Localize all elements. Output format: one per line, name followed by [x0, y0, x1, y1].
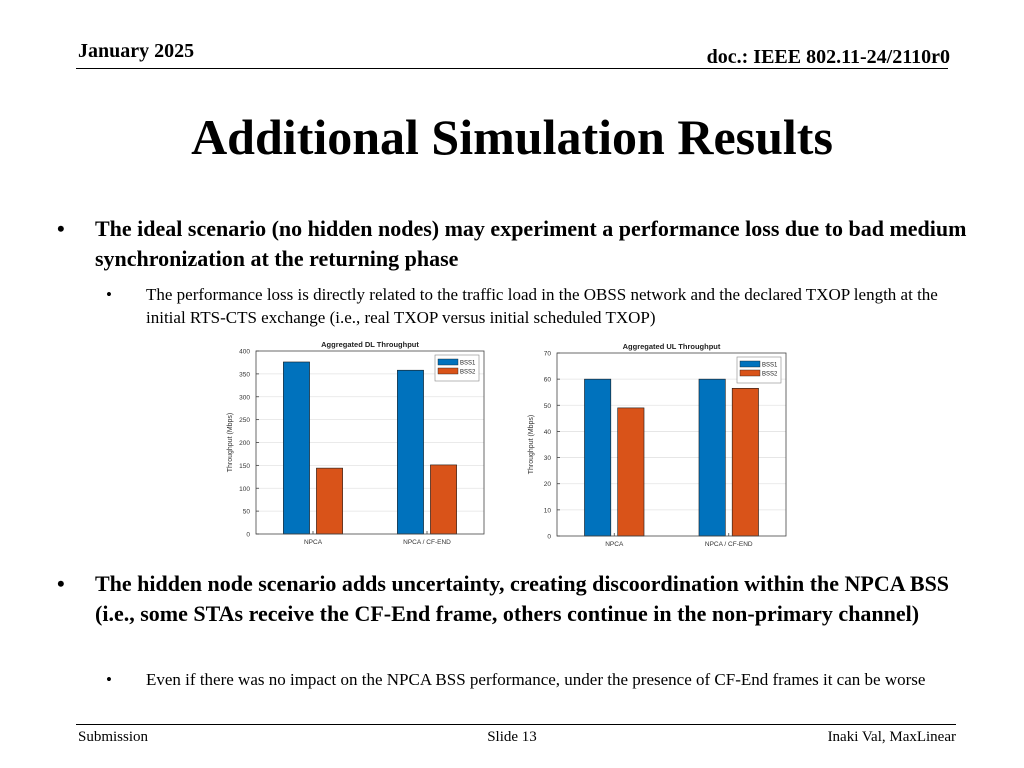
chart-dl-ytick-label: 300: [239, 394, 250, 402]
chart-ul-ytick-label: 40: [543, 428, 551, 436]
sub-bullet-2-marker: •: [106, 670, 112, 689]
chart-ul-legend-swatch-bss2: [740, 370, 760, 376]
chart-ul-bar-bss1-0: [584, 379, 610, 536]
chart-dl-ytick-label: 150: [239, 462, 250, 470]
chart-dl-xtick-label: NPCA: [303, 539, 323, 546]
footer-submission: Submission: [78, 729, 149, 745]
chart-dl-legend-swatch-bss2: [438, 368, 458, 374]
chart-dl-legend-swatch-bss1: [438, 359, 458, 365]
sub-bullet-1-marker: •: [106, 285, 112, 304]
chart-dl-ytick-label: 400: [239, 348, 250, 356]
chart-ul-svg: [527, 341, 791, 551]
chart-ul-ylabel: Throughput (Mbps): [528, 414, 535, 475]
sub-bullet-1: [106, 283, 946, 329]
chart-ul-ytick-label: 60: [543, 376, 551, 384]
sub-bullet-2: [106, 668, 966, 691]
chart-dl-throughput: [222, 339, 490, 549]
bullet-2-marker: •: [57, 571, 65, 596]
slide-title: Additional Simulation Results: [191, 109, 833, 165]
chart-ul-ytick-label: 0: [547, 533, 551, 541]
chart-dl-ytick-label: 250: [239, 417, 250, 425]
chart-dl-xtick-label: NPCA / CF-END: [403, 539, 451, 546]
header-doc-id: doc.: IEEE 802.11-24/2110r0: [706, 46, 950, 68]
chart-ul-ytick-label: 50: [543, 402, 551, 410]
header-divider: [76, 68, 948, 69]
footer-divider: [76, 724, 956, 725]
sub-bullet-2-text: Even if there was no impact on the NPCA BSS performance, under the presence of CF-End frames it can be worse: [146, 670, 926, 689]
chart-dl-ylabel: Throughput (Mbps): [227, 412, 234, 473]
chart-dl-bar-bss1-0: [283, 362, 309, 534]
bullet-1-text: The ideal scenario (no hidden nodes) may experiment a performance loss due to bad medium synchronization at the returning phase: [95, 216, 967, 271]
chart-dl-ytick-label: 0: [246, 531, 250, 539]
chart-dl-legend-label-bss2: BSS2: [460, 369, 476, 376]
footer-slide-number: Slide 13: [487, 729, 537, 745]
chart-dl-title: Aggregated DL Throughput: [321, 340, 419, 349]
sub-bullet-1-text: The performance loss is directly related to the traffic load in the OBSS network and the declared TXOP length at the initial RTS-CTS exchange (i.e., real TXOP versus initial scheduled TXOP): [146, 285, 938, 327]
chart-ul-throughput: [527, 341, 791, 551]
chart-ul-legend-label-bss1: BSS1: [762, 362, 778, 369]
chart-ul-bar-bss2-1: [732, 388, 758, 536]
bullet-2: [57, 569, 975, 629]
chart-dl-ytick-label: 200: [239, 440, 250, 447]
chart-ul-xtick-label: NPCA: [605, 541, 624, 548]
footer-author: Inaki Val, MaxLinear: [827, 729, 956, 745]
chart-ul-ytick-label: 30: [543, 455, 551, 463]
chart-dl-legend-label-bss1: BSS1: [460, 360, 476, 367]
chart-dl-bar-bss2-1: [430, 465, 456, 534]
chart-dl-svg: [222, 339, 490, 549]
bullet-1-marker: •: [57, 216, 65, 241]
chart-dl-bar-bss1-1: [397, 370, 423, 534]
chart-dl-ytick-label: 350: [239, 371, 250, 379]
bullet-1: [57, 214, 975, 274]
chart-ul-legend-label-bss2: BSS2: [762, 371, 778, 378]
chart-ul-bar-bss2-0: [618, 408, 644, 536]
header-date: January 2025: [78, 40, 195, 62]
bullet-2-text: The hidden node scenario adds uncertainty, creating discoordination within the NPCA BSS (i.e., some STAs receive the CF-End frame, others continue in the non-primary channel): [95, 571, 950, 626]
chart-dl-ytick-label: 100: [239, 485, 250, 493]
chart-ul-xtick-label: NPCA / CF-END: [704, 541, 753, 548]
chart-dl-ytick-label: 50: [242, 508, 250, 516]
chart-ul-ytick-label: 10: [543, 507, 551, 515]
chart-ul-ytick-label: 70: [543, 350, 551, 358]
chart-dl-bar-bss2-0: [316, 468, 342, 534]
chart-ul-title: Aggregated UL Throughput: [622, 342, 721, 351]
chart-ul-legend-swatch-bss1: [740, 361, 760, 367]
chart-ul-bar-bss1-1: [699, 379, 725, 536]
chart-ul-ytick-label: 20: [543, 481, 551, 489]
